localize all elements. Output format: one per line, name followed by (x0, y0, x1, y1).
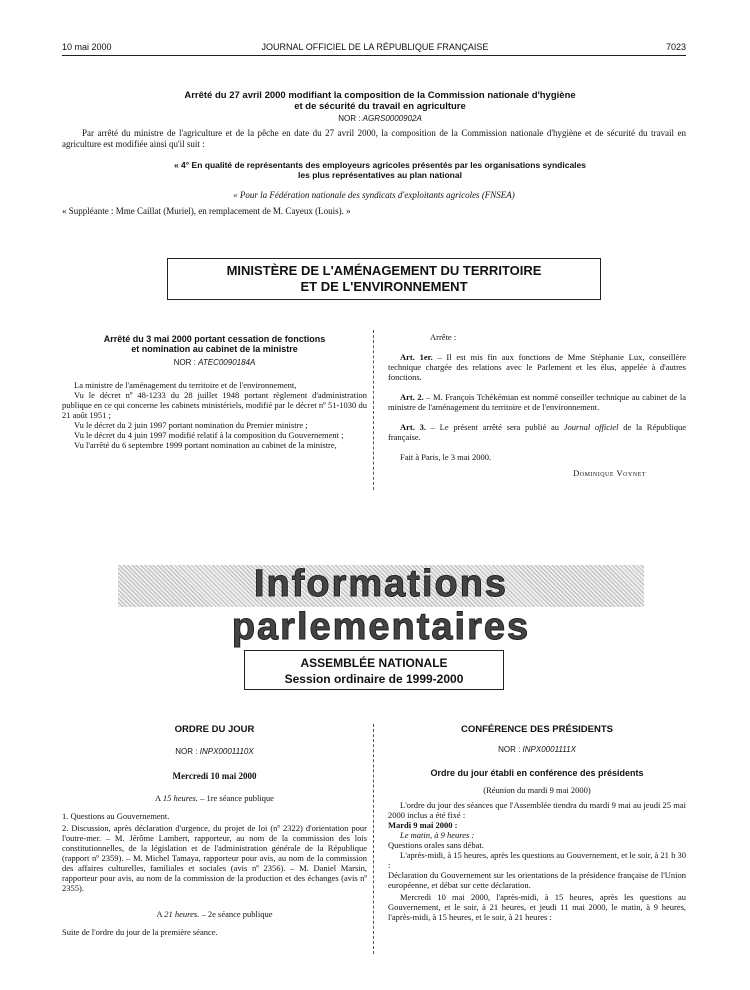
arrete1-body: Par arrêté du ministre de l'agriculture et de la pêche en date du 27 avril 2000, la composition de la Commission nationale d'hygiène et de sécurité du travail en agriculture est modifiée ainsi qu'il suit : (62, 128, 686, 149)
nor-label: NOR : (173, 358, 196, 367)
article-2 (388, 392, 686, 412)
article-2-text: – M. François Tchékémian est nommé conseiller technique au cabinet de la ministre de l'aménagement du territoire et de l'environnement. (388, 392, 686, 412)
declaration: Déclaration du Gouvernement sur les orientations de la présidence française de l'Union européenne, et débat sur cette déclaration. (388, 870, 686, 890)
arrete1-nor (110, 114, 650, 123)
header-date: 10 mai 2000 (62, 42, 112, 52)
arrete-label: Arrête : (430, 332, 457, 342)
ordre-item-2: 2. Discussion, après déclaration d'urgence, du projet de loi (nº 2322) d'orientation pour l'outre-mer. – M. Jérôme Lambert, rapporteur, au nom de la commission des lois constitutionnelles, de la législation et de l'administration générale de la République (rapport nº 2359). – M. Michel Tamaya, rapporteur pour avis, au nom de la commission des affaires culturelles, familiales et sociales (avis nº 2356). – M. Daniel Marsin, rapporteur pour avis, au nom de la commission de la production et des échanges (avis nº 2355). (62, 823, 367, 893)
conference-subheading: Ordre du jour établi en conférence des présidents (430, 768, 644, 778)
conference-nor (388, 745, 686, 754)
ordre-heading: ORDRE DU JOUR (174, 724, 255, 735)
article-3 (388, 422, 686, 442)
journal-title: JOURNAL OFFICIEL DE LA RÉPUBLIQUE FRANÇAISE (261, 42, 489, 52)
visa-5: Vu l'arrêté du 6 septembre 1999 portant nomination au cabinet de la ministre, (74, 440, 337, 450)
seance-2 (62, 909, 367, 919)
mardi-heading: Mardi 9 mai 2000 : (388, 820, 458, 830)
seance-1-time: 15 heures. (162, 793, 198, 803)
arrete1-title (110, 90, 650, 112)
signature: Dominique Voynet (573, 468, 646, 478)
arrete2-title (62, 334, 367, 354)
nor-code: ATEC0090184A (198, 358, 256, 367)
arrete1-fnsea: « Pour la Fédération nationale des syndicats d'exploitants agricoles (FNSEA) (233, 190, 515, 200)
informations-banner (118, 563, 644, 648)
quote-line2: les plus représentatives au plan national (298, 170, 462, 180)
article-3-text-a: – Le présent arrêté sera publié au (425, 422, 564, 432)
seance-2-label: – 2e séance publique (199, 909, 273, 919)
nor-label: NOR : (338, 114, 361, 123)
ordre-suite: Suite de l'ordre du jour de la première séance. (62, 927, 218, 937)
visa-2: Vu le décret nº 48-1233 du 28 juillet 1948 portant règlement d'administration publique en ce qui concerne les cabinets ministériels, modifié par le décret nº 51-1030 du 21 août 1951 ; (62, 390, 367, 420)
ministry-line2: ET DE L'ENVIRONNEMENT (300, 279, 468, 294)
arrete2-title-line1: Arrêté du 3 mai 2000 portant cessation de fonctions (103, 334, 326, 344)
article-2-label: Art. 2. (400, 392, 424, 402)
arrete2-visas (62, 380, 367, 450)
article-1 (388, 352, 686, 382)
questions-orales: Questions orales sans débat. (388, 840, 484, 850)
ministry-box (167, 258, 601, 300)
nor-code: AGRS0000902A (362, 114, 422, 123)
article-3-text-b: de la République française. (388, 422, 686, 442)
mercredi-jeudi: Mercredi 10 mai 2000, l'après-midi, à 15 heures, après les questions au Gouvernement, et le soir, à 21 heures, et jeudi 11 mai 2000, le matin, à 9 heures, l'après-midi, à 15 heures, et le soir, à 21 heures : (388, 892, 686, 922)
seance-2-prefix: A (156, 909, 165, 919)
arrete1-suppleante: « Suppléante : Mme Caillat (Muriel), en remplacement de M. Cayeux (Louis). » (62, 206, 351, 216)
article-3-journal: Journal officiel (563, 422, 619, 432)
mardi-apresmidi: L'après-midi, à 15 heures, après les questions au Gouvernement, et le soir, à 21 h 30 : (388, 850, 686, 870)
arrete1-title-line2: et de sécurité du travail en agriculture (294, 101, 466, 112)
visa-4: Vu le décret du 4 juin 1997 modifié relatif à la composition du Gouvernement ; (74, 430, 344, 440)
assemblee-box (244, 650, 504, 690)
ordre-item-1: 1. Questions au Gouvernement. (62, 811, 170, 821)
conference-body (388, 800, 686, 922)
conference-intro: L'ordre du jour des séances que l'Assemblée tiendra du mardi 9 mai au jeudi 25 mai 2000 inclus a été fixé : (388, 800, 686, 820)
visa-3: Vu le décret du 2 juin 1997 portant nomination du Premier ministre ; (74, 420, 308, 430)
assemblee-line1: ASSEMBLÉE NATIONALE (300, 656, 448, 670)
ordre-nor (62, 747, 367, 756)
nor-code: INPX0001111X (522, 745, 576, 754)
mardi-matin: Le matin, à 9 heures : (400, 830, 475, 840)
visa-1: La ministre de l'aménagement du territoire et de l'environnement, (74, 380, 297, 390)
quote-line1: « 4° En qualité de représentants des employeurs agricoles présentés par les organisations syndicales (173, 160, 587, 170)
article-1-text: – Il est mis fin aux fonctions de Mme Stéphanie Lux, conseillère technique chargée des relations avec le Parlement et les élus, appelée à d'autres fonctions. (388, 352, 686, 382)
arrete2-title-line2: et nomination au cabinet de la ministre (131, 344, 298, 354)
ordre-body (62, 793, 367, 937)
seance-1-prefix: A (155, 793, 163, 803)
seance-1 (62, 793, 367, 803)
column-divider-2 (373, 724, 374, 954)
seance-1-label: – 1re séance publique (197, 793, 274, 803)
nor-label: NOR : (498, 745, 521, 754)
column-divider (373, 330, 374, 490)
conference-reunion: (Réunion du mardi 9 mai 2000) (483, 785, 591, 795)
ministry-line1: MINISTÈRE DE L'AMÉNAGEMENT DU TERRITOIRE (226, 263, 542, 278)
fait-a-paris: Fait à Paris, le 3 mai 2000. (400, 452, 492, 462)
conference-heading: CONFÉRENCE DES PRÉSIDENTS (460, 724, 614, 735)
article-1-label: Art. 1er. (400, 352, 433, 362)
seance-2-time: 21 heures. (164, 909, 200, 919)
header-rule (62, 55, 686, 56)
banner-text: Informations parlementaires (231, 563, 531, 648)
arrete2-articles (388, 332, 686, 478)
arrete1-quote (100, 160, 660, 180)
arrete2-nor (62, 358, 367, 367)
assemblee-line2: Session ordinaire de 1999-2000 (284, 672, 464, 686)
nor-code: INPX0001110X (199, 747, 254, 756)
article-3-label: Art. 3. (400, 422, 426, 432)
page-number: 7023 (665, 42, 686, 52)
ordre-date: Mercredi 10 mai 2000 (172, 771, 257, 781)
arrete1-title-line1: Arrêté du 27 avril 2000 modifiant la composition de la Commission nationale d'hygiène (184, 90, 576, 101)
nor-label: NOR : (175, 747, 198, 756)
